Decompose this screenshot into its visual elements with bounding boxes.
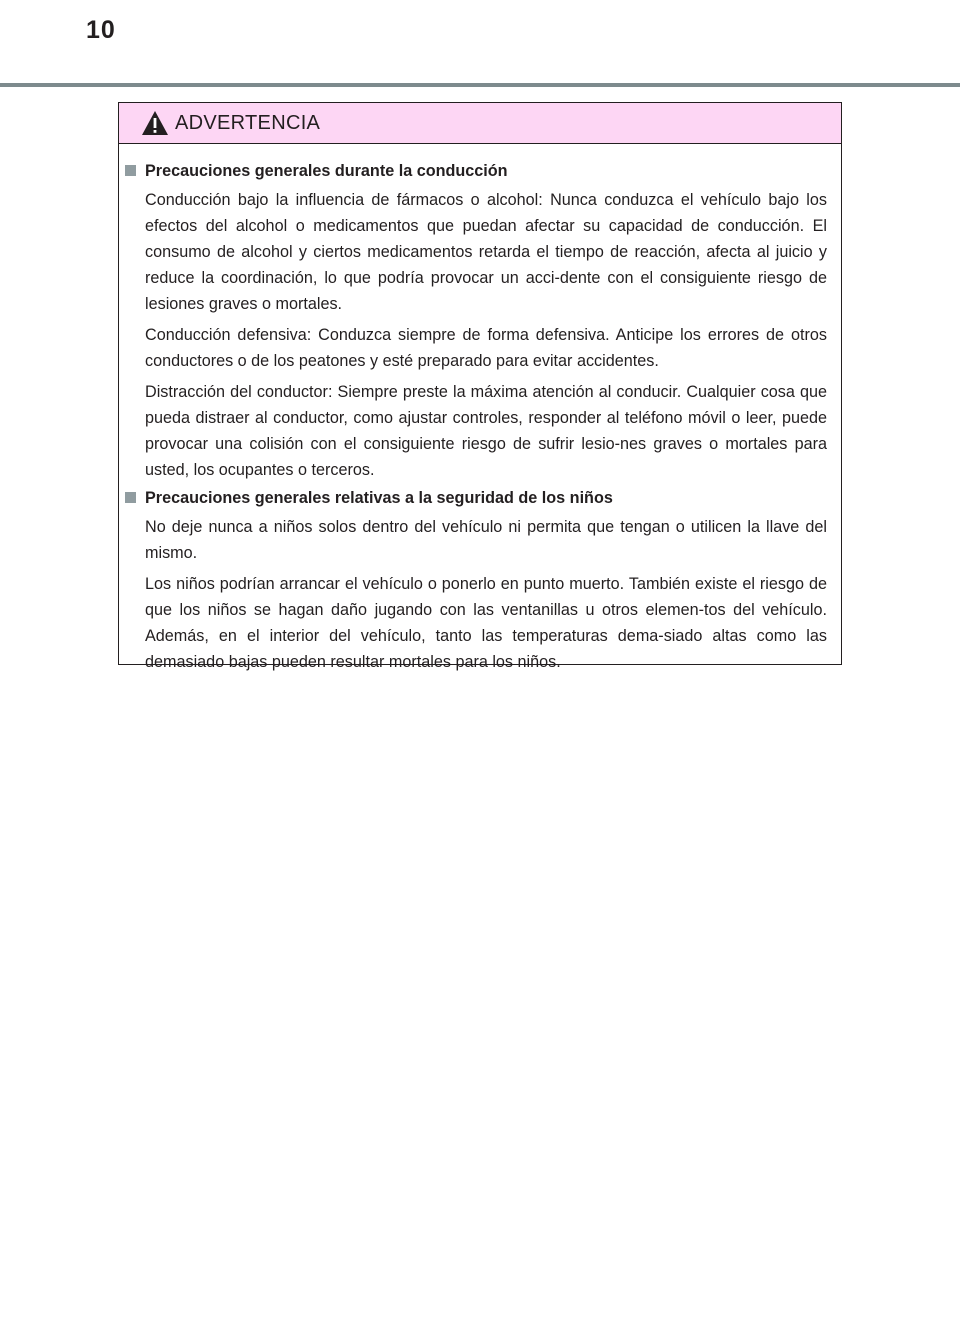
paragraph: No deje nunca a niños solos dentro del vehículo ni permita que tengan o utilicen la llave del mismo.: [145, 518, 827, 562]
section-heading-text: Precauciones generales relativas a la seguridad de los niños: [145, 489, 613, 507]
page-number: 10: [86, 16, 116, 44]
section-heading-text: Precauciones generales durante la conducción: [145, 162, 508, 180]
warning-body: [119, 144, 841, 675]
paragraph: Distracción del conductor: Siempre preste la máxima atención al conducir. Cualquier cosa que pueda distraer al conductor, como ajustar controles, responder al teléfono móvil o leer, puede provocar una colisión con el consiguiente riesgo de sufrir lesio-nes graves o mortales para usted, los ocupantes o terceros.: [145, 383, 827, 479]
square-bullet-icon: [125, 492, 136, 503]
warning-header: [119, 103, 841, 144]
paragraph: Los niños podrían arrancar el vehículo o ponerlo en punto muerto. También existe el riesgo de que los niños se hagan daño jugando con las ventanillas u otros elemen-tos del vehículo. Además, en el interior del vehículo, tanto las temperaturas dema-siado altas como las demasiado bajas pueden resultar mortales para los niños.: [145, 575, 827, 671]
warning-title: ADVERTENCIA: [175, 112, 321, 134]
section-heading: [125, 488, 827, 509]
paragraph: Conducción bajo la influencia de fármacos o alcohol: Nunca conduzca el vehículo bajo los efectos del alcohol o medicamentos que puedan afectar su capacidad de conducción. El consumo de alcohol y ciertos medicamentos retarda el tiempo de reacción, afecta al juicio y reduce la coordinación, lo que podría provocar un acci-dente con el consiguiente riesgo de lesiones graves o mortales.: [145, 191, 827, 313]
paragraph: Conducción defensiva: Conduzca siempre de forma defensiva. Anticipe los errores de otros conductores o de los peatones y esté preparado para evitar accidentes.: [145, 326, 827, 370]
square-bullet-icon: [125, 165, 136, 176]
warning-triangle-icon: [141, 110, 169, 136]
warning-box: [118, 102, 842, 671]
header-rule: [0, 83, 960, 87]
section-heading: [125, 161, 827, 182]
